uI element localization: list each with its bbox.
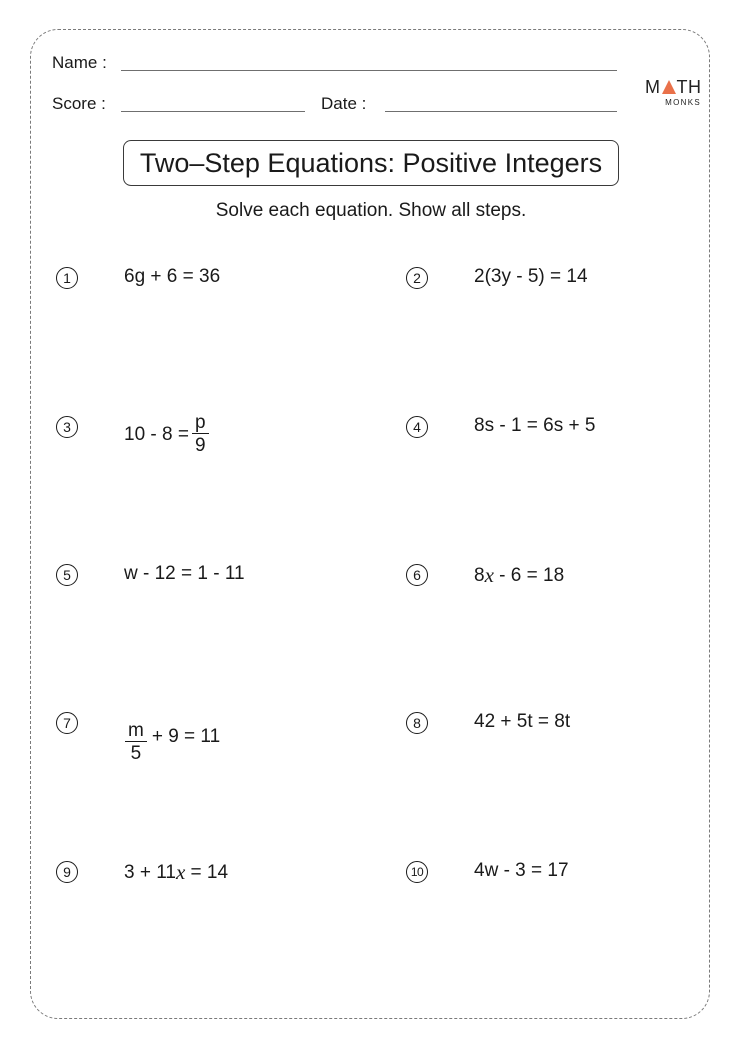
problem-number: 6 xyxy=(406,564,428,586)
logo-subtitle: MONKS xyxy=(665,98,701,107)
worksheet-title-text: Two–Step Equations: Positive Integers xyxy=(139,147,603,178)
equation: 42 + 5t = 8t xyxy=(474,711,571,732)
name-label: Name : xyxy=(52,53,107,72)
date-label: Date : xyxy=(321,94,367,113)
worksheet-title xyxy=(123,140,619,186)
problem-number: 7 xyxy=(56,712,78,734)
problem-number: 4 xyxy=(406,416,428,438)
equation: 3 + 11 x = 14 xyxy=(124,860,229,884)
equation: 2(3y - 5) = 14 xyxy=(474,266,588,287)
logo-letters-th: TH xyxy=(676,77,702,97)
equation: $\frac{m}{5}$ + 9 = 11 xyxy=(122,711,220,763)
problem-number: 3 xyxy=(56,416,78,438)
score-label: Score : xyxy=(52,94,106,113)
problem-number: 10 xyxy=(406,861,428,883)
score-field-line[interactable] xyxy=(121,111,305,112)
problem-number: 5 xyxy=(56,564,78,586)
date-field-line[interactable] xyxy=(385,111,617,112)
equation: 8s - 1 = 6s + 5 xyxy=(474,415,596,436)
equation: 10 - 8 = $\frac{p}{9}$ xyxy=(124,415,212,455)
instructions: Solve each equation. Show all steps. xyxy=(215,200,527,221)
name-field-line[interactable] xyxy=(121,70,617,71)
problem-number: 8 xyxy=(406,712,428,734)
logo-letter-m: M xyxy=(645,77,661,97)
fraction: $\frac{p}{9}$ xyxy=(192,413,209,455)
equation: w - 12 = 1 - 11 xyxy=(124,563,245,584)
equation: 4w - 3 = 17 xyxy=(474,860,569,881)
problem-number: 9 xyxy=(56,861,78,883)
problem-number: 1 xyxy=(56,267,78,289)
equation: 6g + 6 = 36 xyxy=(124,266,221,287)
equation: 8 x - 6 = 18 xyxy=(474,563,565,587)
math-monks-logo xyxy=(645,78,703,107)
problem-number: 2 xyxy=(406,267,428,289)
fraction: $\frac{m}{5}$ xyxy=(125,721,147,763)
triangle-logo-icon xyxy=(662,80,676,94)
